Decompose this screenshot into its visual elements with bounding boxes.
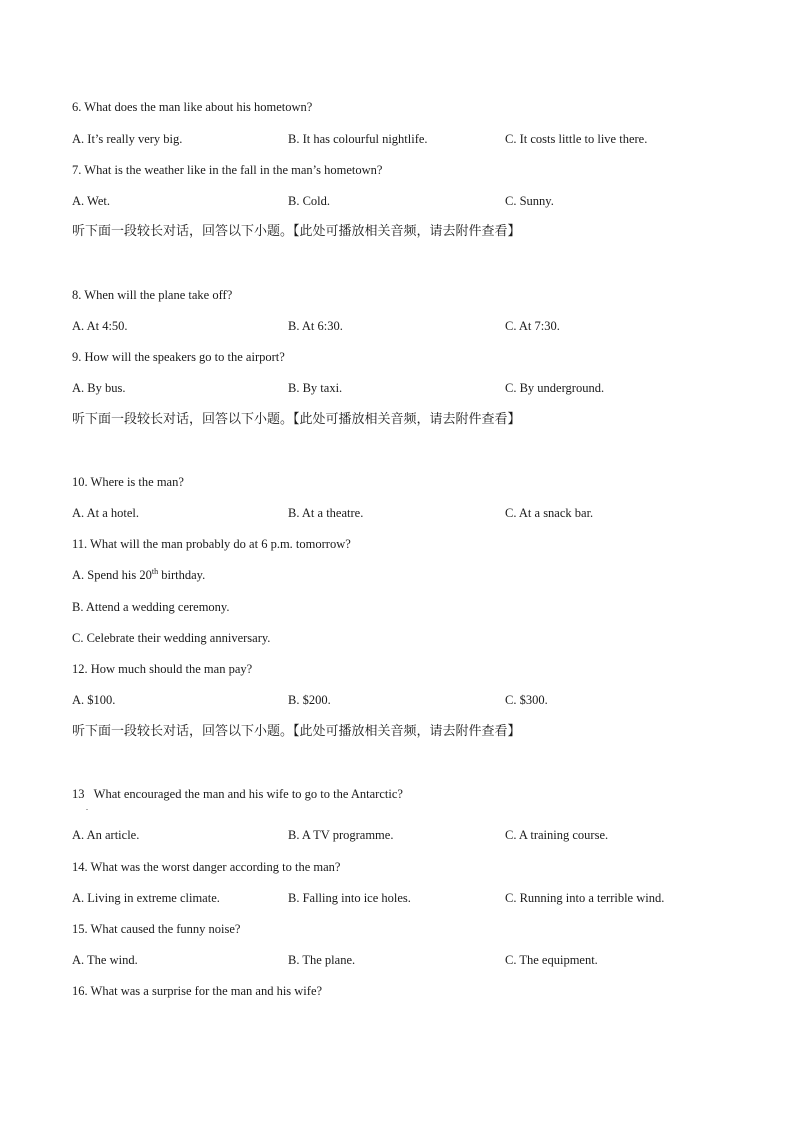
option-15a: A. The wind. [72, 953, 138, 967]
option-6a: A. It’s really very big. [72, 132, 183, 146]
option-11a-suffix: birthday. [158, 568, 206, 582]
option-12a: A. $100. [72, 693, 116, 707]
option-10b: B. At a theatre. [288, 506, 364, 520]
option-13b: B. A TV programme. [288, 828, 394, 842]
option-9c: C. By underground. [505, 381, 605, 395]
option-14c: C. Running into a terrible wind. [505, 891, 665, 905]
option-10c: C. At a snack bar. [505, 506, 594, 520]
question-13: 13 What encouraged the man and his wife to go to the Antarctic? [72, 787, 403, 801]
listening-instruction-1: 听下面一段较长对话，回答以下小题。【此处可播放相关音频，请去附件查看】 [72, 224, 521, 239]
option-14a: A. Living in extreme climate. [72, 891, 220, 905]
option-7b: B. Cold. [288, 194, 331, 208]
question-15: 15. What caused the funny noise? [72, 922, 241, 936]
option-11a [72, 567, 205, 583]
option-11a-superscript: th [151, 566, 159, 576]
question-10: 10. Where is the man? [72, 475, 184, 489]
option-13a: A. An article. [72, 828, 140, 842]
question-9: 9. How will the speakers go to the airport? [72, 350, 285, 364]
question-6: 6. What does the man like about his hometown? [72, 100, 313, 114]
question-8: 8. When will the plane take off? [72, 288, 233, 302]
option-9b: B. By taxi. [288, 381, 343, 395]
option-6b: B. It has colourful nightlife. [288, 132, 428, 146]
stray-dot: . [86, 803, 88, 812]
option-11a-text: A. Spend his 20 [72, 568, 152, 582]
option-8b: B. At 6:30. [288, 319, 343, 333]
option-12b: B. $200. [288, 693, 331, 707]
option-14b: B. Falling into ice holes. [288, 891, 411, 905]
option-7c: C. Sunny. [505, 194, 554, 208]
option-7a: A. Wet. [72, 194, 110, 208]
question-12: 12. How much should the man pay? [72, 662, 253, 676]
option-13c: C. A training course. [505, 828, 609, 842]
question-11: 11. What will the man probably do at 6 p.m. tomorrow? [72, 537, 351, 551]
listening-instruction-2: 听下面一段较长对话，回答以下小题。【此处可播放相关音频，请去附件查看】 [72, 412, 521, 427]
question-16: 16. What was a surprise for the man and his wife? [72, 984, 323, 998]
listening-instruction-3: 听下面一段较长对话，回答以下小题。【此处可播放相关音频，请去附件查看】 [72, 724, 521, 739]
option-12c: C. $300. [505, 693, 548, 707]
question-7: 7. What is the weather like in the fall in the man’s hometown? [72, 163, 383, 177]
option-8c: C. At 7:30. [505, 319, 560, 333]
option-9a: A. By bus. [72, 381, 126, 395]
option-6c: C. It costs little to live there. [505, 132, 648, 146]
option-11c: C. Celebrate their wedding anniversary. [72, 631, 271, 645]
question-14: 14. What was the worst danger according to the man? [72, 860, 341, 874]
option-15b: B. The plane. [288, 953, 356, 967]
option-15c: C. The equipment. [505, 953, 598, 967]
option-8a: A. At 4:50. [72, 319, 128, 333]
option-11b: B. Attend a wedding ceremony. [72, 600, 230, 614]
option-10a: A. At a hotel. [72, 506, 140, 520]
